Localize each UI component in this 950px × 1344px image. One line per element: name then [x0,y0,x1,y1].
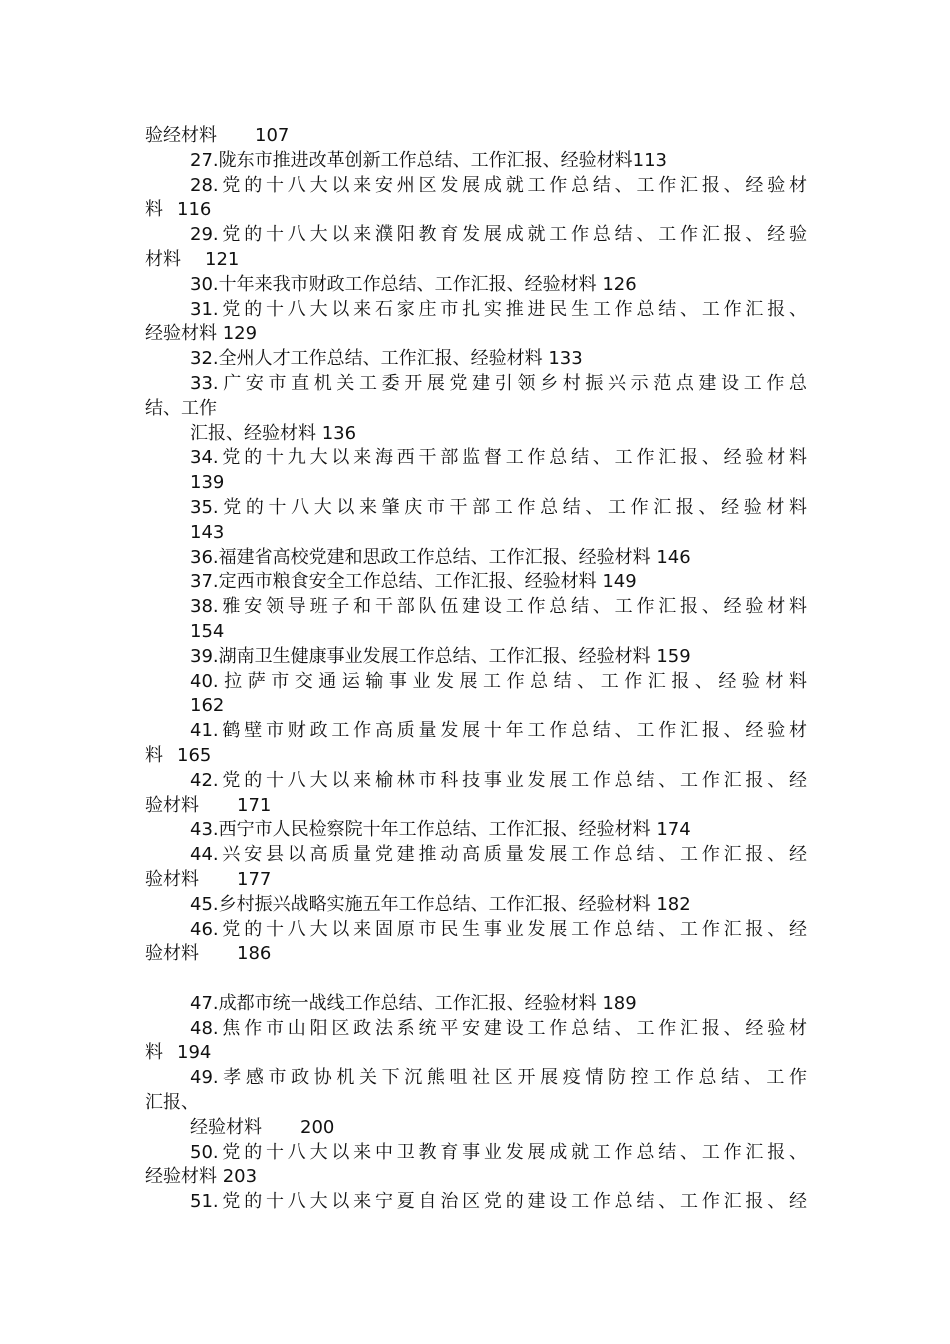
toc-entry-42[interactable] [145,769,807,794]
toc-text: 验材料 [145,943,199,965]
toc-page-number: 116 [177,199,212,221]
toc-entry-33[interactable] [145,372,807,397]
toc-text: 料 [145,199,163,221]
toc-text: 46.党的十八大以来固原市民生事业发展工作总结、工作汇报、经 [190,918,807,940]
toc-page-number: 186 [237,943,272,965]
toc-text: 33.广安市直机关工委开展党建引领乡村振兴示范点建设工作总 [190,372,807,394]
toc-text: 料 [145,744,163,766]
toc-entry-27[interactable] [145,149,807,174]
toc-entry-48[interactable] [145,1017,807,1042]
toc-line [145,124,807,149]
toc-entry-45[interactable] [145,893,807,918]
toc-text: 汇报、经验材料 136 [190,422,357,444]
toc-page-number: 154 [190,620,225,642]
toc-entry-46[interactable] [145,918,807,943]
toc-line [145,422,807,447]
toc-text: 41.鹤壁市财政工作高质量发展十年工作总结、工作汇报、经验材 [190,720,807,742]
toc-text: 28.党的十八大以来安州区发展成就工作总结、工作汇报、经验材 [190,174,807,196]
toc-entry-40[interactable] [145,670,807,695]
toc-text: 42.党的十八大以来榆林市科技事业发展工作总结、工作汇报、经 [190,769,807,791]
toc-text: 32.全州人才工作总结、工作汇报、经验材料 133 [190,348,583,370]
toc-page-number: 139 [190,472,225,494]
toc-text: 29.党的十八大以来濮阳教育发展成就工作总结、工作汇报、经验 [190,224,807,246]
toc-text: 30.十年来我市财政工作总结、工作汇报、经验材料 126 [190,273,637,295]
toc-entry-51[interactable] [145,1190,807,1215]
toc-line [145,471,807,496]
toc-text: 验材料 [145,794,199,816]
toc-text: 34.党的十九大以来海西干部监督工作总结、工作汇报、经验材料 [190,447,807,469]
toc-text: 材料 [145,248,181,270]
toc-text: 47.成都市统一战线工作总结、工作汇报、经验材料 189 [190,992,637,1014]
toc-text: 38.雅安领导班子和干部队伍建设工作总结、工作汇报、经验材料 [190,596,807,618]
toc-line [145,1116,807,1141]
toc-line [145,1091,807,1116]
toc-entry-32[interactable] [145,347,807,372]
toc-line [145,1165,807,1190]
toc-text: 35.党的十八大以来肇庆市干部工作总结、工作汇报、经验材料 [190,496,807,518]
toc-page-number: 121 [205,248,240,270]
toc-page-number: 171 [237,794,272,816]
toc-page [145,124,807,1215]
toc-text: 40.拉萨市交通运输事业发展工作总结、工作汇报、经验材料 [190,670,807,692]
toc-entry-31[interactable] [145,298,807,323]
toc-text: 汇报、 [145,1092,199,1114]
toc-line [145,397,807,422]
toc-line [145,322,807,347]
toc-entry-28[interactable] [145,174,807,199]
toc-page-number: 107 [255,125,290,146]
toc-text: 经验材料 129 [145,323,258,345]
toc-line [145,248,807,273]
toc-text: 经验材料 [190,1116,262,1138]
toc-entry-29[interactable] [145,223,807,248]
toc-line [145,1041,807,1066]
toc-entry-44[interactable] [145,843,807,868]
toc-line [145,521,807,546]
toc-page-number: 143 [190,521,225,543]
toc-text: 43.西宁市人民检察院十年工作总结、工作汇报、经验材料 174 [190,819,691,841]
toc-page-number: 194 [177,1042,212,1064]
toc-text: 49.孝感市政协机关下沉熊咀社区开展疫情防控工作总结、工作 [190,1067,807,1089]
toc-page-number: 200 [300,1116,335,1138]
toc-text: 结、工作 [145,397,217,419]
toc-line [145,868,807,893]
toc-text: 31.党的十八大以来石家庄市扎实推进民生工作总结、工作汇报、 [190,298,807,320]
toc-line [145,620,807,645]
toc-entry-36[interactable] [145,546,807,571]
toc-entry-49[interactable] [145,1066,807,1091]
toc-entry-30[interactable] [145,273,807,298]
toc-entry-34[interactable] [145,446,807,471]
toc-text: 验材料 [145,868,199,890]
toc-text: 36.福建省高校党建和思政工作总结、工作汇报、经验材料 146 [190,546,691,568]
toc-text: 39.湖南卫生健康事业发展工作总结、工作汇报、经验材料 159 [190,645,691,667]
toc-entry-47[interactable] [145,992,807,1017]
toc-line [145,198,807,223]
toc-entry-38[interactable] [145,595,807,620]
toc-text: 验经材料 [145,125,217,146]
toc-entry-37[interactable] [145,570,807,595]
toc-page-number: 162 [190,695,225,717]
toc-line [145,744,807,769]
toc-line [145,694,807,719]
toc-text: 50.党的十八大以来中卫教育事业发展成就工作总结、工作汇报、 [190,1141,807,1163]
toc-entry-39[interactable] [145,645,807,670]
toc-text: 45.乡村振兴战略实施五年工作总结、工作汇报、经验材料 182 [190,893,691,915]
toc-text: 经验材料 203 [145,1166,258,1188]
toc-text: 37.定西市粮食安全工作总结、工作汇报、经验材料 149 [190,571,637,593]
toc-text: 料 [145,1042,163,1064]
toc-text: 51.党的十八大以来宁夏自治区党的建设工作总结、工作汇报、经 [190,1191,807,1213]
toc-page-number: 177 [237,868,272,890]
toc-text: 48.焦作市山阳区政法系统平安建设工作总结、工作汇报、经验材 [190,1017,807,1039]
toc-entry-41[interactable] [145,719,807,744]
blank-line [145,967,807,992]
toc-line [145,794,807,819]
toc-entry-35[interactable] [145,496,807,521]
toc-text: 44.兴安县以高质量党建推动高质量发展工作总结、工作汇报、经 [190,844,807,866]
toc-text: 27.陇东市推进改革创新工作总结、工作汇报、经验材料113 [190,149,667,171]
toc-entry-50[interactable] [145,1141,807,1166]
toc-line [145,942,807,967]
toc-entry-43[interactable] [145,818,807,843]
toc-page-number: 165 [177,744,212,766]
